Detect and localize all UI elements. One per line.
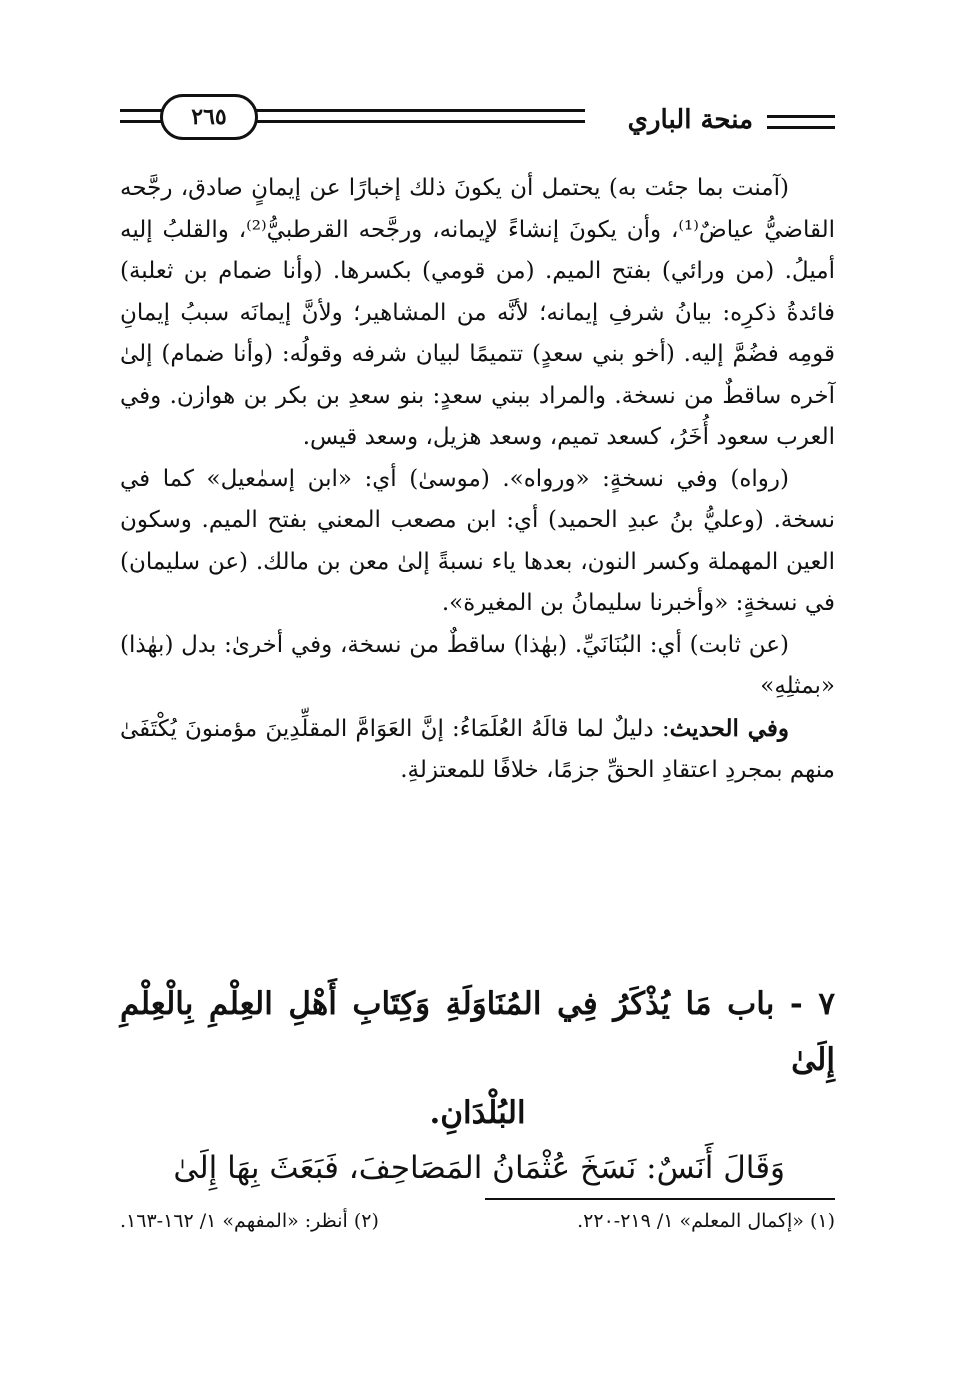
- hadith-note-text: : دليلٌ لما قالَهُ العُلَمَاءُ: إنَّ العَوَامَّ المقلِّدِينَ مؤمنونَ يُكْتَفَىٰ منهم بمجردِ اعتقادِ الحقِّ جزمًا، خلافًا للمعتزلةِ.: [120, 715, 835, 783]
- paragraph-commentary-2: (رواه) وفي نسخةٍ: «ورواه». (موسىٰ) أي: «ابن إسمٰعيل» كما في نسخة. (وعليُّ بنُ عبدِ الحميد) أي: ابن مصعب المعني بفتح الميم. وسكون العين المهملة وكسر النون، بعدها ياء نسبةً إلىٰ معن بن مالك. (عن سليمان) في نسخةٍ: «وأخبرنا سليمانُ بن المغيرة».: [120, 465, 835, 616]
- page-header: [120, 85, 835, 145]
- main-text: [120, 168, 835, 792]
- footnote-2: (٢) أنظر: «المفهم» ١/ ١٦٢-١٦٣.: [120, 1210, 379, 1232]
- chapter-quote: وَقَالَ أَنَسٌ: نَسَخَ عُثْمَانُ المَصَاحِفَ، فَبَعَثَ بِهَا إِلَىٰ: [173, 1150, 785, 1186]
- paragraph-commentary-1: (آمنت بما جئت به) يحتمل أن يكونَ ذلك إخبارًا عن إيمانٍ صادق، رجَّحه القاضيُّ عياضٌ⁽¹⁾، وأن يكونَ إنشاءً لإيمانه، ورجَّحه القرطبيُّ⁽²⁾، والقلبُ إليه أميلُ. (من ورائي) بفتح الميم. (من قومي) بكسرها. (وأنا ضمام بن ثعلبة) فائدةُ ذكرِه: بيانُ شرفِ إيمانه؛ لأنَّه من المشاهير؛ ولأنَّ إيمانَه سببُ إيمانِ قومِه فضُمَّ إليه. (أخو بني سعدٍ) تتميمًا لبيان شرفه وقولُه: (وأنا ضمام) إلىٰ آخره ساقطٌ من نسخة. والمراد ببني سعدٍ: بنو سعدِ بن بكر بن هوازن. وفي العرب سعود أُخَرُ، كسعد تميم، وسعد هزيل، وسعد قيس.: [120, 175, 835, 450]
- paragraph-hadith-note: [120, 708, 835, 792]
- hadith-note-lead: وفي الحديث: [669, 714, 789, 742]
- chapter-heading: [120, 976, 835, 1198]
- book-title: منحة الباري: [627, 105, 753, 135]
- paragraph-commentary-3: (عن ثابت) أي: البُنَانَيِّ. (بهٰذا) ساقطٌ من نسخة، وفي أخرىٰ: بدل (بهٰذا) «بمثلِهِ»: [120, 631, 835, 699]
- chapter-title-line2: البُلْدَانِ.: [429, 1095, 526, 1131]
- footnotes: [120, 1210, 835, 1232]
- header-rule-right: [767, 115, 835, 129]
- footnote-rule: [485, 1198, 835, 1200]
- footnote-1: (١) «إكمال المعلم» ١/ ٢١٩-٢٢٠.: [577, 1210, 835, 1232]
- chapter-title-line1: ٧ - باب مَا يُذْكَرُ فِي المُنَاوَلَةِ وَكِتَابِ أَهْلِ العِلْمِ بِالْعِلْمِ إِلَىٰ: [120, 986, 835, 1078]
- page-number: ٢٦٥: [160, 94, 258, 140]
